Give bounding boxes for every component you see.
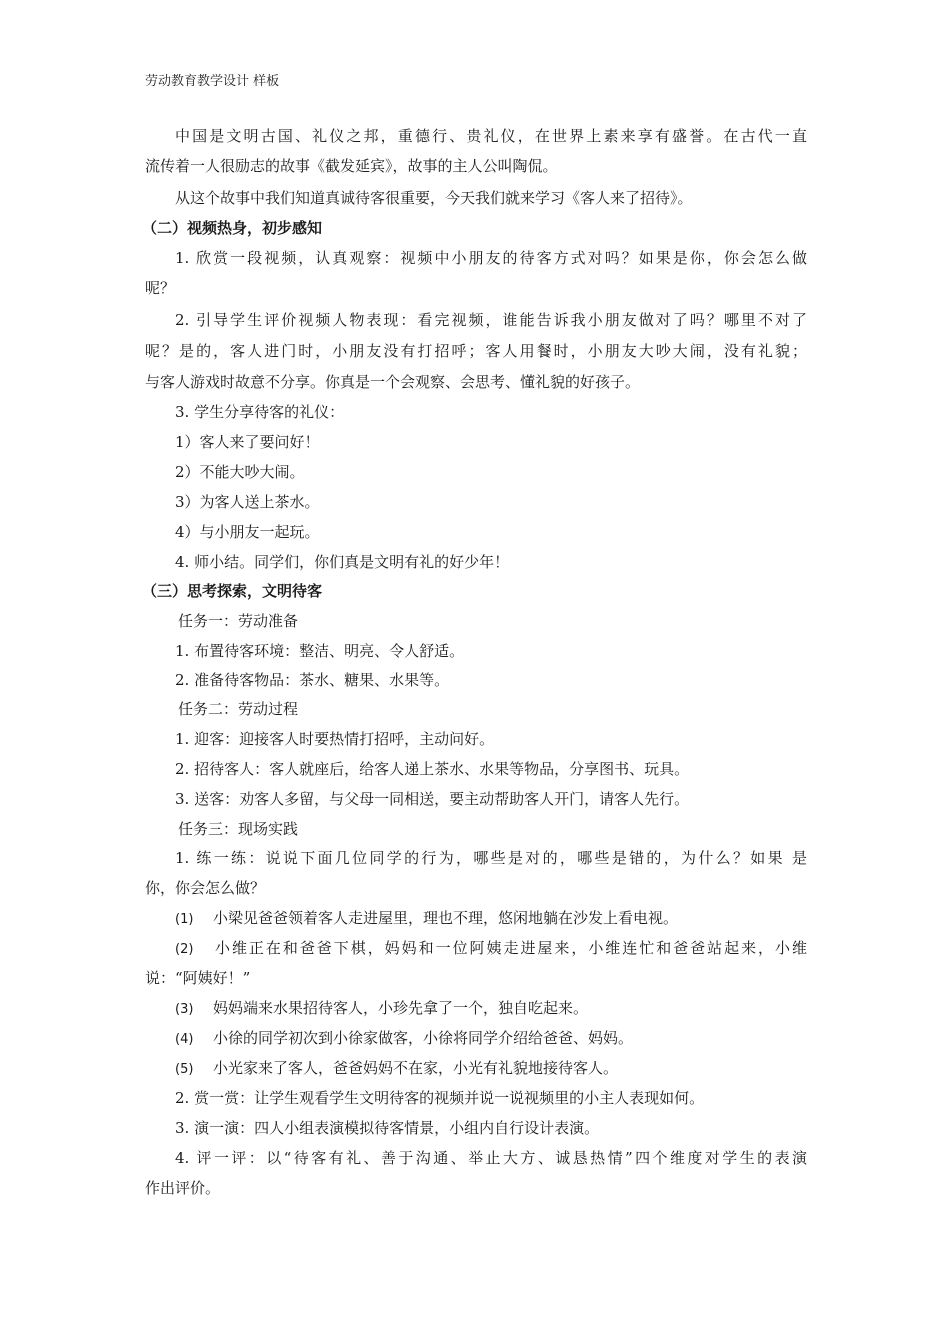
paragraph-line: 与客人游戏时故意不分享。你真是一个会观察、会思考、懂礼貌的好孩子。: [145, 373, 641, 391]
paragraph-line: 2. 招待客人：客人就座后，给客人递上茶水、水果等物品，分享图书、玩具。: [175, 760, 690, 778]
item-text: 小徐的同学初次到小徐家做客，小徐将同学介绍给爸爸、妈妈。: [213, 1029, 634, 1047]
paragraph-line: 4. 师小结。同学们，你们真是文明有礼的好少年！: [175, 553, 510, 571]
intro-paragraph-line: 中国是文明古国、礼仪之邦，重德行、贵礼仪，在世界上素来享有盛誉。在古代一直: [175, 127, 807, 145]
paragraph-line: 3. 演一演：四人小组表演模拟待客情景，小组内自行设计表演。: [175, 1119, 600, 1137]
paragraph-line: 呢？: [145, 279, 176, 297]
numbered-item: [175, 1058, 618, 1080]
section-heading-3: （三）思考探索，文明待客: [142, 582, 323, 600]
section-heading-2: （二）视频热身，初步感知: [142, 219, 323, 237]
item-number: (4): [175, 1032, 194, 1047]
task-heading: 任务二：劳动过程: [178, 700, 299, 718]
item-number: (5): [175, 1062, 194, 1077]
document-header: 劳动教育教学设计 样板: [145, 74, 280, 89]
task-heading: 任务三：现场实践: [178, 820, 299, 838]
paragraph-line: 作出评价。: [145, 1179, 221, 1197]
paragraph-line: 2. 赏一赏：让学生观看学生文明待客的视频并说一说视频里的小主人表现如何。: [175, 1089, 705, 1107]
item-number: (3): [175, 1002, 194, 1017]
paragraph-line: 1. 布置待客环境：整洁、明亮、令人舒适。: [175, 642, 465, 660]
paragraph-line: 1. 迎客：迎接客人时要热情打招呼，主动问好。: [175, 730, 495, 748]
numbered-item: [175, 938, 807, 960]
item-text: 小光家来了客人，爸爸妈妈不在家，小光有礼貌地接待客人。: [213, 1059, 619, 1077]
paragraph-line: 1. 欣赏一段视频，认真观察：视频中小朋友的待客方式对吗？如果是你，你会怎么做: [175, 249, 807, 267]
item-text: 小维正在和爸爸下棋，妈妈和一位阿姨走进屋来，小维连忙和爸爸站起来，小维: [213, 939, 807, 957]
paragraph-line: 2. 引导学生评价视频人物表现：看完视频，谁能告诉我小朋友做对了吗？哪里不对了: [175, 311, 807, 329]
paragraph-line: 呢？是的，客人进门时，小朋友没有打招呼；客人用餐时，小朋友大吵大闹，没有礼貌；: [145, 342, 807, 360]
paragraph-line: 说：“阿姨好！”: [145, 969, 251, 987]
intro-paragraph-line: 流传着一人很励志的故事《截发延宾》，故事的主人公叫陶侃。: [145, 157, 558, 175]
list-item: 2）不能大吵大闹。: [175, 463, 305, 481]
paragraph-line: 2. 准备待客物品：茶水、糖果、水果等。: [175, 671, 450, 689]
task-heading: 任务一：劳动准备: [178, 612, 299, 630]
numbered-item: [175, 1028, 633, 1050]
list-item: 3）为客人送上茶水。: [175, 493, 320, 511]
item-number: (2): [175, 942, 194, 957]
list-item: 1）客人来了要问好！: [175, 433, 320, 451]
numbered-item: [175, 908, 678, 930]
intro-paragraph-line: 从这个故事中我们知道真诚待客很重要，今天我们就来学习《客人来了招待》。: [175, 189, 693, 207]
list-item: 4）与小朋友一起玩。: [175, 523, 320, 541]
paragraph-line: 3. 学生分享待客的礼仪：: [175, 403, 345, 421]
paragraph-line: 3. 送客：劝客人多留，与父母一同相送，要主动帮助客人开门，请客人先行。: [175, 790, 690, 808]
paragraph-line: 你，你会怎么做？: [145, 879, 266, 897]
item-number: (1): [175, 912, 194, 927]
paragraph-line: 4. 评一评：以“待客有礼、善于沟通、举止大方、诚恳热情”四个维度对学生的表演: [175, 1149, 807, 1167]
numbered-item: [175, 998, 588, 1020]
item-text: 小梁见爸爸领着客人走进屋里，理也不理，悠闲地躺在沙发上看电视。: [213, 909, 679, 927]
paragraph-line: 1. 练一练：说说下面几位同学的行为，哪些是对的，哪些是错的，为什么？如果 是: [175, 849, 807, 867]
item-text: 妈妈端来水果招待客人，小珍先拿了一个，独自吃起来。: [213, 999, 589, 1017]
